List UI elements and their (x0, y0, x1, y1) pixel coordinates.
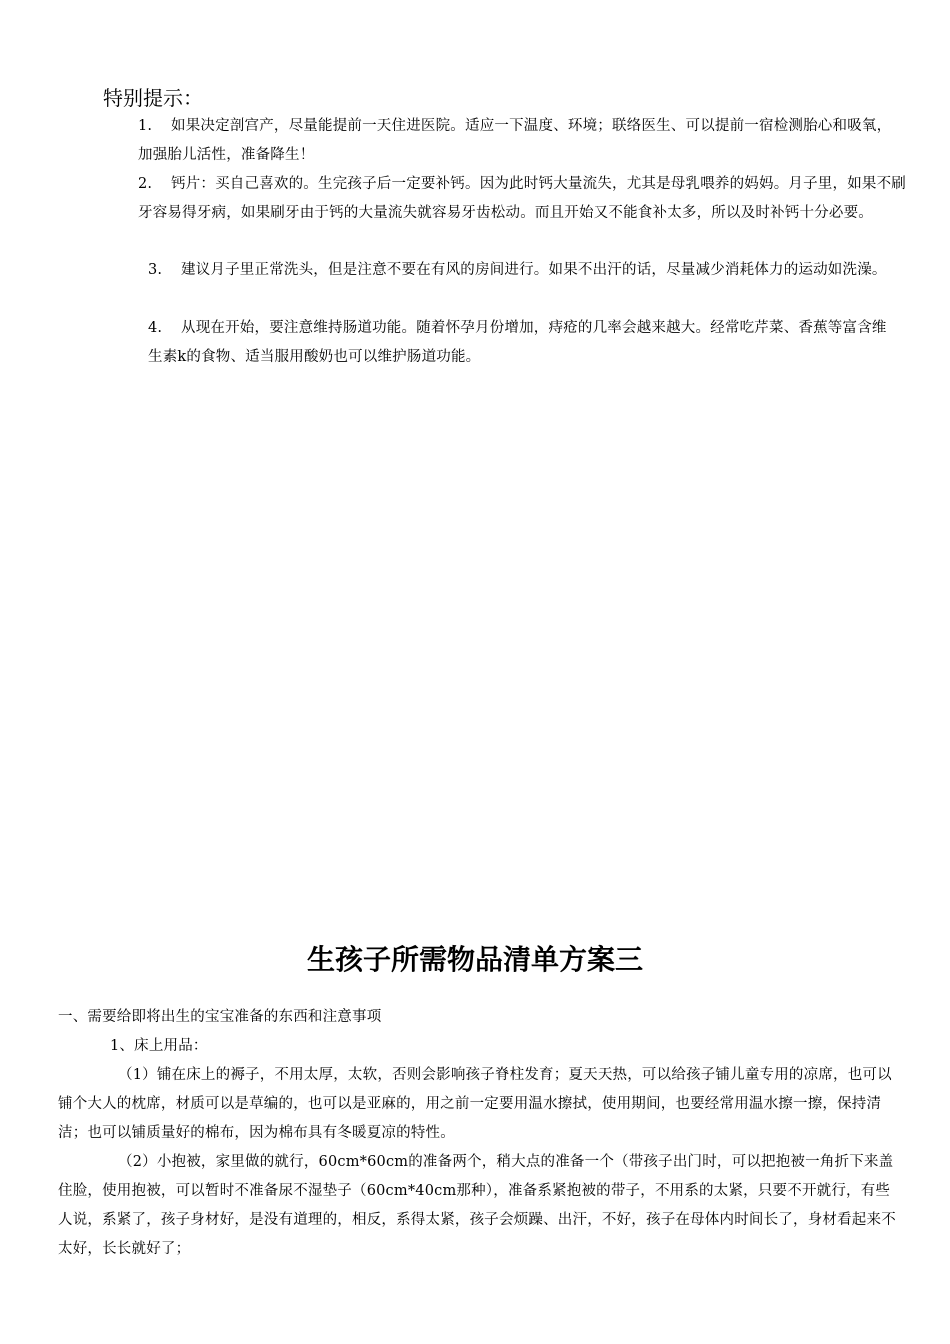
tip-number: 3. (148, 262, 163, 278)
tip-item-2 (138, 170, 908, 228)
tip-text: 钙片：买自己喜欢的。生完孩子后一定要补钙。因为此时钙大量流失，尤其是母乳喂养的妈妈。月子里，如果不刷牙容易得牙病，如果刷牙由于钙的大量流失就容易牙齿松动。而且开始又不能食补太多，所以及时补钙十分必要。 (138, 176, 906, 221)
section-heading: 一、需要给即将出生的宝宝准备的东西和注意事项 (58, 1009, 382, 1025)
tip-text: 建议月子里正常洗头，但是注意不要在有风的房间进行。如果不出汗的话，尽量减少消耗体力的运动如洗澡。 (181, 262, 887, 278)
tip-item-1 (138, 112, 898, 170)
tip-text: 如果决定剖宫产，尽量能提前一天住进医院。适应一下温度、环境；联络医生、可以提前一宿检测胎心和吸氧，加强胎儿活性，准备降生！ (138, 118, 892, 163)
tips-heading: 特别提示： (103, 86, 203, 110)
tip-item-4 (148, 314, 888, 372)
document-title: 生孩子所需物品清单方案三 (306, 943, 643, 976)
tip-number: 4. (148, 320, 163, 336)
tip-item-3 (148, 256, 888, 285)
tip-text: 从现在开始，要注意维持肠道功能。随着怀孕月份增加，痔疮的几率会越来越大。经常吃芹菜、香蕉等富含维生素k的食物、适当服用酸奶也可以维护肠道功能。 (148, 320, 887, 365)
tip-number: 1. (138, 118, 153, 134)
list-item-paragraph: （1）铺在床上的褥子，不用太厚，太软，否则会影响孩子脊柱发育；夏天天热，可以给孩子铺儿童专用的凉席，也可以铺个大人的枕席，材质可以是草编的，也可以是亚麻的，用之前一定要用温水擦拭，使用期间，也要经常用温水擦一擦，保持清洁；也可以铺质量好的棉布，因为棉布具有冬暖夏凉的特性。 (58, 1067, 892, 1141)
subsection-heading: 1、床上用品： (110, 1038, 208, 1054)
list-item-paragraph: （2）小抱被，家里做的就行，60cm*60cm的准备两个，稍大点的准备一个（带孩子出门时，可以把抱被一角折下来盖住脸，使用抱被，可以暂时不准备尿不湿垫子（60cm*40cm那种），准备系紧抱被的带子，不用系的太紧，只要不开就行，有些人说，系紧了，孩子身材好，是没有道理的，相反，系得太紧，孩子会烦躁、出汗，不好，孩子在母体内时间长了，身材看起来不太好，长长就好了； (58, 1154, 896, 1257)
tip-number: 2. (138, 176, 153, 192)
